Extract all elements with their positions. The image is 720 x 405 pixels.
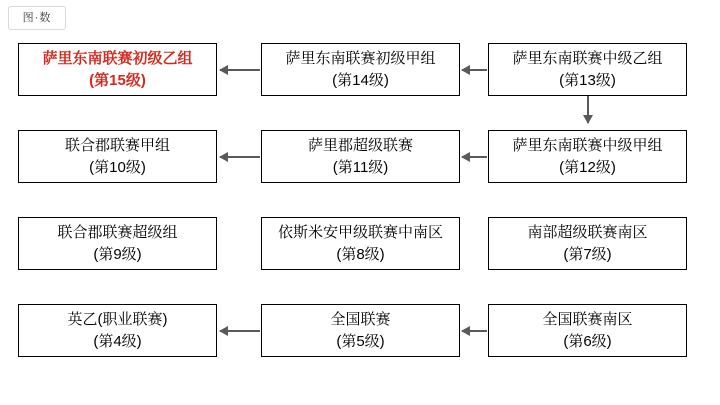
league-level: (第9级)	[93, 245, 142, 263]
league-level: (第8级)	[336, 245, 385, 263]
arrow-left-icon	[462, 156, 487, 158]
league-name: 全国联赛南区	[542, 310, 633, 328]
league-name: 南部超级联赛南区	[527, 223, 648, 241]
league-level: (第15级)	[89, 71, 146, 89]
league-box	[18, 43, 217, 96]
league-level: (第10级)	[89, 158, 146, 176]
league-level: (第12级)	[559, 158, 616, 176]
league-name: 联合郡联赛甲组	[64, 136, 170, 154]
league-box	[18, 304, 217, 357]
watermark-logo	[8, 6, 66, 30]
arrow-left-icon	[462, 69, 487, 71]
league-name: 依斯米安甲级联赛中南区	[277, 223, 443, 241]
diagram-row	[0, 210, 720, 297]
league-name: 萨里东南联赛初级甲组	[285, 49, 436, 67]
league-box	[488, 217, 687, 270]
diagram-row	[0, 36, 720, 123]
league-name: 联合郡联赛超级组	[57, 223, 178, 241]
arrow-left-icon	[220, 69, 260, 71]
league-name: 萨里东南联赛中级乙组	[512, 49, 663, 67]
league-box	[261, 130, 460, 183]
league-level: (第13级)	[559, 71, 616, 89]
league-box	[18, 130, 217, 183]
league-name: 英乙(职业联赛)	[67, 310, 168, 328]
league-name: 萨里郡超级联赛	[307, 136, 413, 154]
league-pyramid-diagram	[0, 36, 720, 384]
arrow-left-icon	[220, 156, 260, 158]
league-level: (第6级)	[563, 332, 612, 350]
league-box	[261, 217, 460, 270]
league-box	[261, 43, 460, 96]
league-box	[488, 304, 687, 357]
diagram-row	[0, 297, 720, 384]
arrow-left-icon	[220, 330, 260, 332]
arrow-down-icon	[587, 96, 589, 123]
watermark-text: 图·数	[22, 11, 52, 24]
league-name: 全国联赛	[330, 310, 391, 328]
league-box	[488, 130, 687, 183]
diagram-row	[0, 123, 720, 210]
arrow-left-icon	[462, 330, 487, 332]
league-name: 萨里东南联赛中级甲组	[512, 136, 663, 154]
league-box	[261, 304, 460, 357]
league-box	[488, 43, 687, 96]
league-level: (第14级)	[332, 71, 389, 89]
league-level: (第7级)	[563, 245, 612, 263]
league-level: (第11级)	[332, 158, 389, 176]
league-name: 萨里东南联赛初级乙组	[42, 49, 193, 67]
league-level: (第5级)	[336, 332, 385, 350]
league-level: (第4级)	[93, 332, 142, 350]
league-box	[18, 217, 217, 270]
